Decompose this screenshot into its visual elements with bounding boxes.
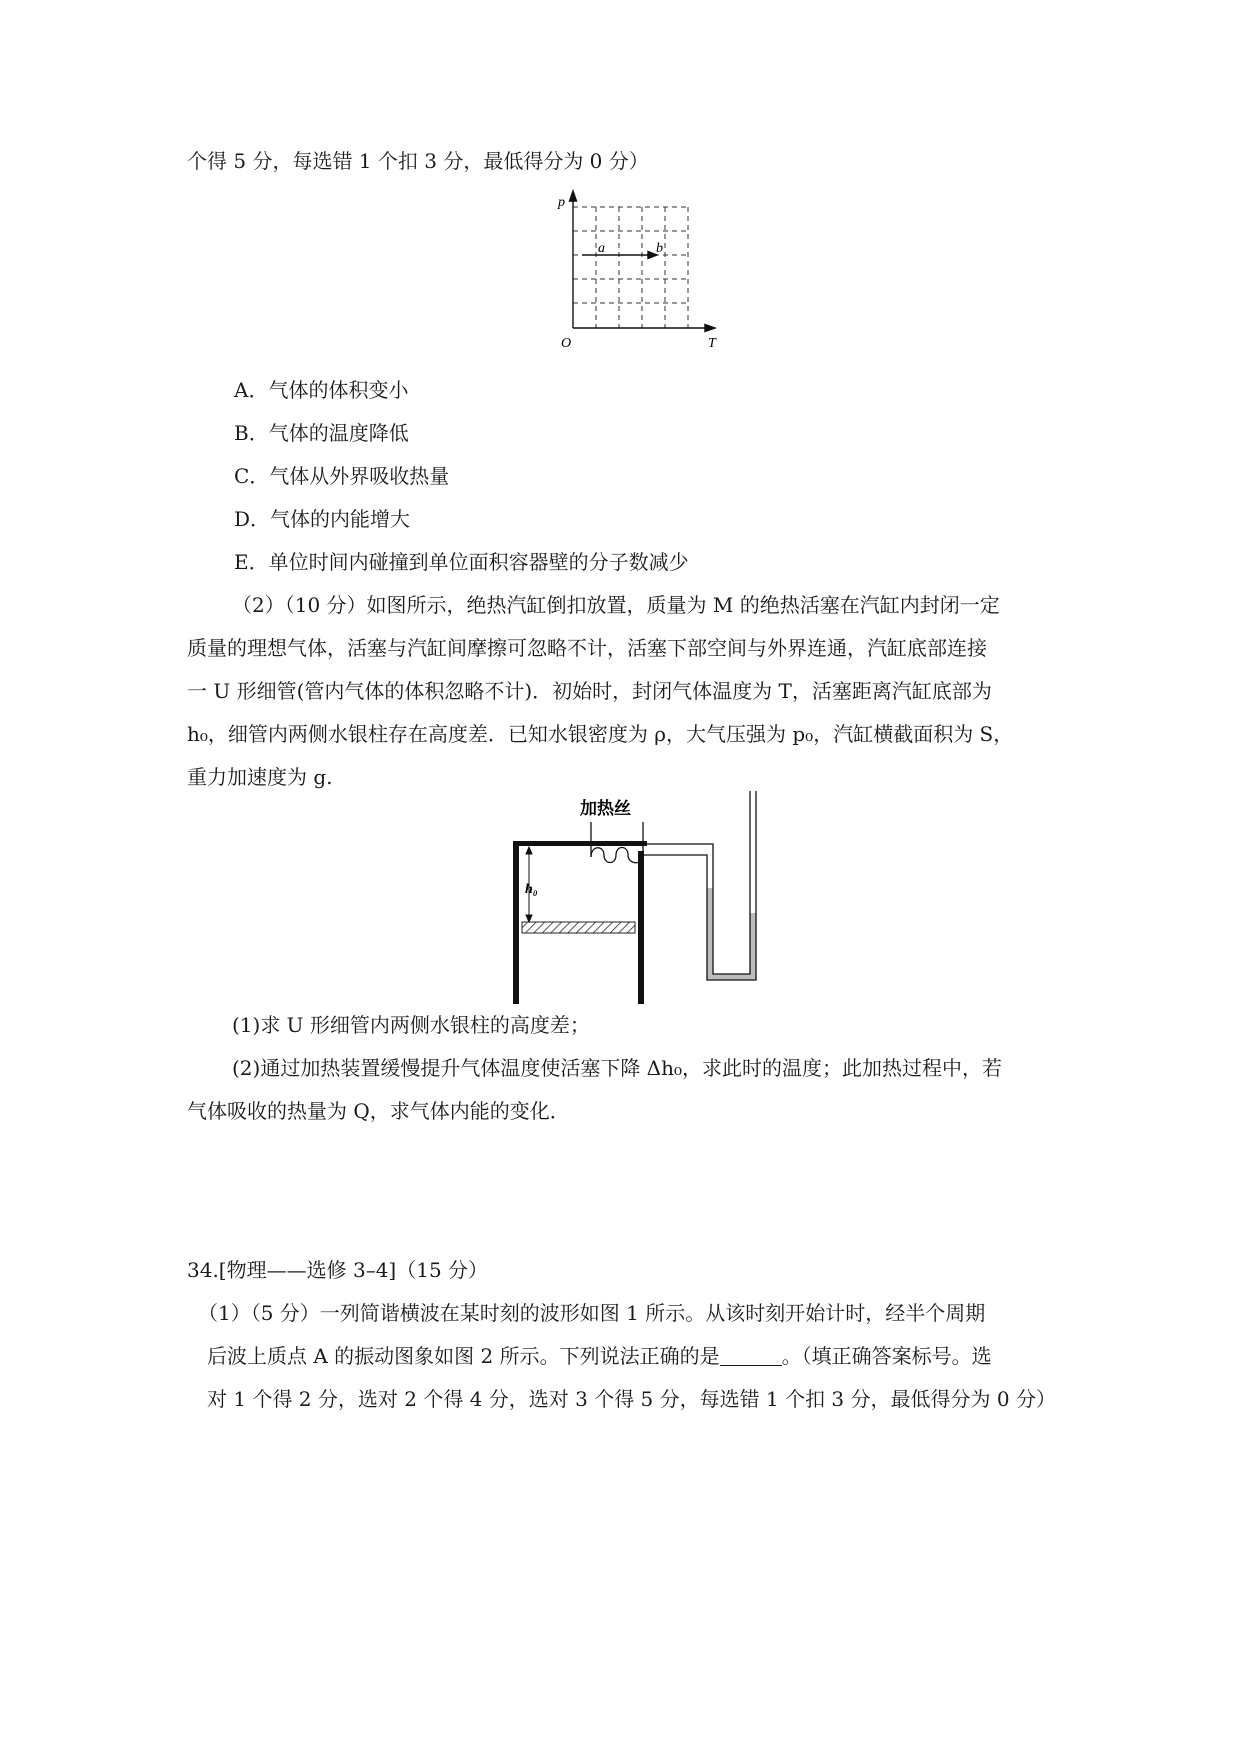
height-label: h₀: [525, 882, 538, 897]
q2-line-2: 质量的理想气体，活塞与汽缸间摩擦可忽略不计，活塞下部空间与外界连通，汽缸底部连接: [187, 636, 987, 660]
point-a-label: a: [598, 241, 605, 256]
option-b: B．气体的温度降低: [234, 421, 409, 445]
heater-label: 加热丝: [580, 799, 631, 818]
scoring-text: 个得 5 分，每选错 1 个扣 3 分，最低得分为 0 分）: [187, 149, 649, 173]
u-tube: [697, 791, 756, 980]
mercury: [707, 888, 756, 980]
q2-line-3: 一 U 形细管(管内气体的体积忽略不计)．初始时，封闭气体温度为 T，活塞距离汽缸底部为: [187, 679, 992, 703]
t-axis-label: T: [708, 336, 716, 351]
answer-blank: [720, 1345, 782, 1366]
option-e: E．单位时间内碰撞到单位面积容器壁的分子数减少: [234, 550, 689, 574]
subquestion-1: (1)求 U 形细管内两侧水银柱的高度差；: [232, 1013, 590, 1037]
cylinder-right-wall: [638, 851, 644, 1004]
subquestion-2-line-2: 气体吸收的热量为 Q，求气体内能的变化．: [187, 1099, 570, 1123]
q2-line-1: （2）（10 分）如图所示，绝热汽缸倒扣放置，质量为 M 的绝热活塞在汽缸内封闭一定: [232, 593, 1000, 617]
cylinder-left-wall: [513, 841, 519, 1004]
q2-line-4: h₀，细管内两侧水银柱存在高度差．已知水银密度为 ρ，大气压强为 p₀，汽缸横截面积为 S，: [187, 722, 1014, 746]
subquestion-2-line-1: (2)通过加热装置缓慢提升气体温度使活塞下降 Δh₀，求此时的温度；此加热过程中，若: [232, 1056, 1003, 1080]
p-axis-label: p: [558, 195, 565, 210]
q34-line-2-start: 后波上质点 A 的振动图象如图 2 所示。下列说法正确的是: [207, 1344, 720, 1368]
grid-lines: [573, 207, 688, 328]
pt-diagram: [558, 195, 718, 351]
q34-line-1: （1）（5 分）一列简谐横波在某时刻的波形如图 1 所示。从该时刻开始计时，经半个周期: [198, 1301, 986, 1325]
t-axis-arrow: [705, 325, 715, 332]
q34-header: 34.[物理——选修 3–4]（15 分）: [187, 1258, 489, 1282]
point-b-label: b: [656, 241, 663, 256]
cylinder-diagram: [510, 795, 850, 1010]
connecting-tube: [644, 844, 703, 855]
q2-line-5: 重力加速度为 g.: [187, 765, 333, 789]
option-d: D．气体的内能增大: [234, 507, 411, 531]
q34-line-3: 对 1 个得 2 分，选对 2 个得 4 分，选对 3 个得 5 分，每选错 1 个扣 3 分，最低得分为 0 分）: [207, 1387, 1056, 1411]
q34-line-2: [207, 1342, 992, 1370]
option-c: C．气体从外界吸收热量: [234, 464, 450, 488]
q34-line-2-end: 。（填正确答案标号。选: [781, 1344, 992, 1368]
cylinder-top-wall: [513, 841, 647, 846]
p-axis-arrow: [570, 191, 577, 201]
option-a: A．气体的体积变小: [234, 378, 409, 402]
origin-label: O: [561, 336, 572, 351]
piston: [522, 922, 635, 933]
